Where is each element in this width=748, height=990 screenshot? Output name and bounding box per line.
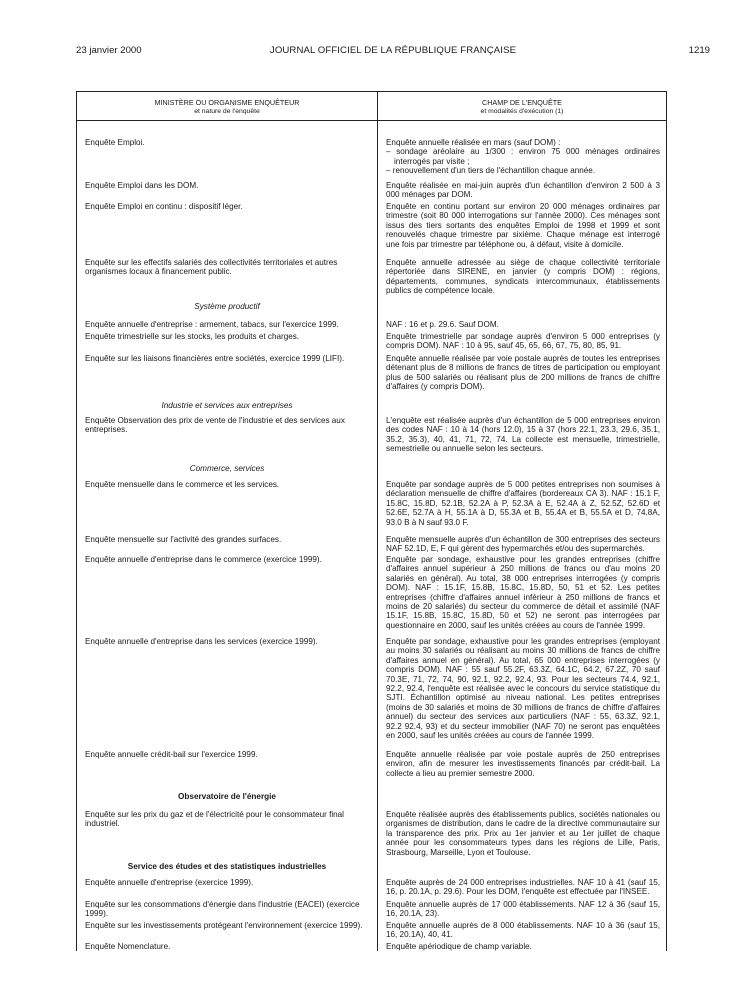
survey-scope: Enquête par sondage, exhaustive pour les grandes entreprises (chiffre d'affaires annuel supérieur à 250 millions de francs ou d'au moins 20 salariés en général). Au total, 38 000 entreprises interrogées (y compris DOM). NAF : 15.1F, 15.8B, 15.8C, 15.8D, 50, 51 et 52. Les petites entreprises (chiffre d'affaires annuel inférieur à 250 millions de francs et moins de 20 salariés) du secteur du commerce de détail et assimilé (NAF 15.1F, 15.8B, 15.8C, 15.8D, 50 et 52) ne seront pas interrogées par questionnaire en 2000, sauf les unités créées au cours de l'année 1999.: [386, 555, 660, 630]
survey-scope: Enquête par sondage, exhaustive pour les grandes entreprises (employant au moins 30 salariés ou réalisant au moins 30 millions de francs de chiffre d'affaires annuel en général). Au total, 65 000 entreprises interrogées (y compris DOM). NAF : 55 sauf 55.2F, 63.3Z, 64.1C, 64.2, 67.2Z, 70 sauf 70.3E, 71, 72, 74, 90, 92.1, 92.2, 92.4, 93. Pour les secteurs 74.4, 92.1, 92.2, 92.4, l'enquête est réalisée avec le concours du service statistique du SJTI. Échantillon optimisé au niveau national. Les petites entreprises (moins de 30 salariés et moins de 30 millions de francs de chiffre d'affaires annuel) du secteur des services aux particuliers (NAF : 55, 63.3Z, 92.1, 92.2 92.4, 93) et du secteur immobilier (NAF 70) ne seront pas enquêtées en 2000, sauf les unités créées au cours de l'année 1999.: [386, 637, 660, 741]
survey-scope: L'enquête est réalisée auprès d'un échantillon de 5 000 entreprises environ des codes NAF : 10 à 14 (hors 12.0), 15 à 37 (hors 22.1, 23.3, 29.6, 35.1, 35.2, 35.3), 40, 41, 71, 72, 74. La collecte est mensuelle, trimestrielle, semestrielle ou annuelle selon les secteurs.: [386, 416, 660, 454]
survey-scope: Enquête apériodique de champ variable.: [386, 942, 532, 951]
section-heading: Système productif: [194, 302, 260, 311]
header-right-cell: [378, 98, 666, 116]
header-right-title: CHAMP DE L'ENQUÊTE: [482, 98, 562, 107]
scope-line: – renouvellement d'un tiers de l'échantillon chaque année.: [386, 166, 596, 176]
survey-scope: Enquête réalisée en mai-juin auprès d'un échantillon d'environ 2 500 à 3 000 ménages par DOM.: [386, 181, 660, 200]
survey-name: Enquête annuelle d'entreprise : armement, tabacs, sur l'exercice 1999.: [85, 320, 339, 329]
survey-scope: Enquête par sondage auprès de 5 000 petites entreprises non soumises à déclaration mensuelle de chiffre d'affaires (bordereaux CA 3). NAF : 15.1 F, 15.8C, 15.8D, 52.1B, 52.2A à P, 52.3A à E, 52.4A à Z, 52.5Z, 52.6D et 52.6E, 52.7A à H, 55.1A à D, 55.3A et B, 55.4A et B, 55.5A et D, 74.8A, 93.0 B à N sauf 93.0 F.: [386, 480, 660, 527]
survey-name: Enquête annuelle crédit-bail sur l'exercice 1999.: [85, 750, 258, 759]
scope-line: – sondage aréolaire au 1/300 : environ 75 000 ménages ordinaires interrogés par visite ;: [386, 147, 660, 166]
survey-name: Enquête trimestrielle sur les stocks, les produits et charges.: [85, 332, 300, 341]
header-left-cell: [77, 98, 377, 116]
survey-scope: Enquête annuelle adressée au siège de chaque collectivité territoriale répertoriée dans SIRENE, en janvier (y compris DOM) : régions, départements, communes, syndicats intercommunaux, établissements publics de compétence locale.: [386, 258, 660, 296]
section-heading: Industrie et services aux entreprises: [161, 401, 293, 410]
header-title: JOURNAL OFFICIEL DE LA RÉPUBLIQUE FRANÇAISE: [269, 45, 517, 56]
survey-scope: Enquête annuelle auprès de 17 000 établissements. NAF 12 à 36 (sauf 15, 16, 20.1A, 23).: [386, 900, 660, 919]
survey-name: Enquête sur les prix du gaz et de l'électricité pour le consommateur final industriel.: [85, 810, 344, 829]
header-right-subtitle: et modalités d'exécution (1): [480, 108, 564, 115]
survey-name: Enquête sur les investissements protégeant l'environnement (exercice 1999).: [85, 921, 363, 930]
survey-name: Enquête Observation des prix de vente de l'industrie et des services aux entreprises.: [85, 416, 345, 435]
header-left-subtitle: et nature de l'enquête: [194, 108, 260, 115]
survey-scope: Enquête en continu portant sur environ 20 000 ménages ordinaires par trimestre (soit 80 000 interrogations sur l'année 2000). Ces ménages sont issus des tiers sortants des enquêtes Emploi de 1998 et 1999 et sont renouvelés chaque trimestre par sixième. Chaque ménage est interrogé une fois par trimestre par téléphone ou, à défaut, visite à domicile.: [386, 202, 660, 249]
header-date: 23 janvier 2000: [76, 45, 142, 56]
page-header: [76, 44, 710, 58]
survey-scope: Enquête trimestrielle par sondage auprès d'environ 5 000 entreprises (y compris DOM). NAF : 10 à 95, sauf 45, 65, 66, 67, 75, 80, 85, 91.: [386, 332, 660, 351]
section-heading: Commerce, services: [189, 464, 265, 473]
survey-name: Enquête annuelle d'entreprise (exercice 1999).: [85, 878, 254, 887]
survey-scope: Enquête annuelle auprès de 8 000 établissements. NAF 10 à 36 (sauf 15, 16, 20.1A), 40, 41.: [386, 921, 660, 940]
survey-name: Enquête Emploi en continu : dispositif léger.: [85, 202, 243, 211]
survey-name: Enquête sur les liaisons financières entre sociétés, exercice 1999 (LIFI).: [85, 354, 345, 363]
column-divider: [377, 92, 378, 951]
section-heading: Observatoire de l'énergie: [178, 792, 276, 801]
section-heading: Service des études et des statistiques industrielles: [127, 862, 327, 871]
survey-name: Enquête Emploi.: [85, 138, 145, 147]
survey-name: Enquête Nomenclature.: [85, 942, 171, 951]
survey-name: Enquête mensuelle sur l'activité des grandes surfaces.: [85, 535, 282, 544]
survey-scope: Enquête auprès de 24 000 entreprises industrielles. NAF 10 à 41 (sauf 15, 16, p. 20.1A, p. 29.6). Pour les DOM, l'enquête est effectuée par l'INSEE.: [386, 878, 660, 897]
survey-scope: Enquête annuelle réalisée par voie postale auprès de 250 entreprises environ, afin de mesurer les investissements financés par crédit-bail. La collecte a lieu au premier semestre 2000.: [386, 750, 660, 778]
survey-name: Enquête annuelle d'entreprise dans les services (exercice 1999).: [85, 637, 318, 646]
survey-name: Enquête sur les consommations d'énergie dans l'industrie (EACEI) (exercice 1999).: [85, 900, 360, 919]
survey-name: Enquête annuelle d'entreprise dans le commerce (exercice 1999).: [85, 555, 322, 564]
survey-scope: [386, 138, 660, 176]
header-left-title: MINISTÈRE OU ORGANISME ENQUÊTEUR: [154, 98, 300, 107]
survey-name: Enquête sur les effectifs salariés des collectivités territoriales et autres organismes locaux à financement public.: [85, 258, 338, 277]
header-page-number: 1219: [688, 45, 710, 56]
survey-scope: Enquête réalisée auprès des établissements publics, sociétés nationales ou organismes de distribution, dans le cadre de la directive communautaire sur la transparence des prix. Prix au 1er janvier et au 1er juillet de chaque année pour les consommateurs types dans les régions de Lille, Paris, Strasbourg, Marseille, Lyon et Toulouse.: [386, 810, 660, 857]
survey-scope: Enquête annuelle réalisée par voie postale auprès de toutes les entreprises détenant plus de 8 millions de francs de titres de participation ou employant plus de 500 salariés ou réalisant plus de 200 millions de francs de chiffre d'affaires (y compris DOM).: [386, 354, 660, 392]
survey-name: Enquête Emploi dans les DOM.: [85, 181, 199, 190]
survey-table: [76, 91, 667, 951]
survey-scope: NAF : 16 et p. 29.6. Sauf DOM.: [386, 320, 499, 329]
survey-name: Enquête mensuelle dans le commerce et les services.: [85, 480, 280, 489]
scope-line: Enquête annuelle réalisée en mars (sauf DOM) :: [386, 138, 561, 147]
table-header: [77, 92, 666, 121]
survey-scope: Enquête mensuelle auprès d'un échantillon de 300 entreprises des secteurs NAF 52.1D, E, F qui gèrent des hypermarchés et/ou des supermarchés.: [386, 535, 660, 554]
